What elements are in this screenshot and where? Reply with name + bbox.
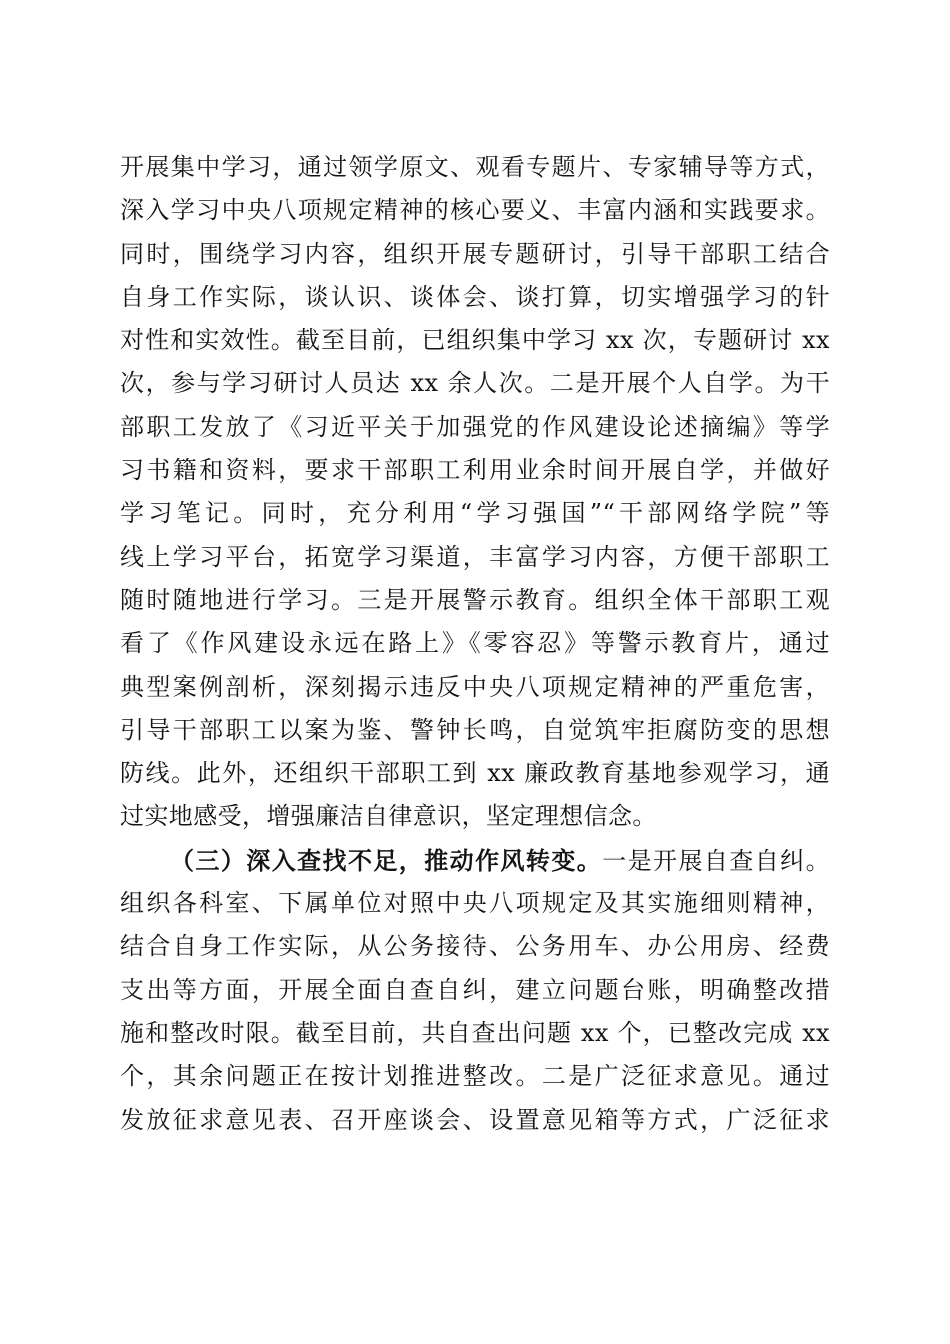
paragraph-line: 典型案例剖析，深刻揭示违反中央八项规定精神的严重危害， <box>120 672 830 701</box>
section-heading: （三）深入查找不足，推动作风转变。 <box>170 845 603 875</box>
paragraph-line: 看了《作风建设永远在路上》《零容忍》等警示教育片，通过 <box>120 629 830 658</box>
paragraph-line: 引导干部职工以案为鉴、警钟长鸣，自觉筑牢拒腐防变的思想 <box>120 715 830 744</box>
paragraph-line: 组织各科室、下属单位对照中央八项规定及其实施细则精神， <box>120 889 830 918</box>
paragraph-1 <box>120 146 830 839</box>
paragraph-line: 深入学习中央八项规定精神的核心要义、丰富内涵和实践要求。 <box>120 196 830 225</box>
section-heading-rest: 一是开展自查自纠。 <box>602 846 830 875</box>
paragraph-line: 施和整改时限。截至目前，共自查出问题 xx 个，已整改完成 xx <box>120 1018 830 1047</box>
paragraph-line: 过实地感受，增强廉洁自律意识，坚定理想信念。 <box>120 802 657 831</box>
paragraph-line: 习书籍和资料，要求干部职工利用业余时间开展自学，并做好 <box>120 456 830 485</box>
paragraph-line: 线上学习平台，拓宽学习渠道，丰富学习内容，方便干部职工 <box>120 542 830 571</box>
paragraph-line: 防线。此外，还组织干部职工到 xx 廉政教育基地参观学习，通 <box>120 759 830 788</box>
paragraph-2 <box>120 839 830 1142</box>
paragraph-line: 学习笔记。同时，充分利用“学习强国”“干部网络学院”等 <box>120 499 830 528</box>
paragraph-line: 次，参与学习研讨人员达 xx 余人次。二是开展个人自学。为干 <box>120 369 830 398</box>
paragraph-line: 结合自身工作实际，从公务接待、公务用车、办公用房、经费 <box>120 932 830 961</box>
paragraph-line: 开展集中学习，通过领学原文、观看专题片、专家辅导等方式， <box>120 153 830 181</box>
paragraph-line: 支出等方面，开展全面自查自纠，建立问题台账，明确整改措 <box>120 975 830 1004</box>
paragraph-line: 同时，围绕学习内容，组织开展专题研讨，引导干部职工结合 <box>120 239 830 268</box>
paragraph-line: 部职工发放了《习近平关于加强党的作风建设论述摘编》等学 <box>120 412 830 441</box>
paragraph-line: 自身工作实际，谈认识、谈体会、谈打算，切实增强学习的针 <box>120 282 830 311</box>
paragraph-line: 个，其余问题正在按计划推进整改。二是广泛征求意见。通过 <box>120 1062 830 1091</box>
paragraph-line: 对性和实效性。截至目前，已组织集中学习 xx 次，专题研讨 xx <box>120 326 830 355</box>
document-body <box>120 146 830 1142</box>
section-heading-line <box>120 839 830 882</box>
paragraph-line: 随时随地进行学习。三是开展警示教育。组织全体干部职工观 <box>120 585 830 614</box>
paragraph-line: 发放征求意见表、召开座谈会、设置意见箱等方式，广泛征求 <box>120 1105 830 1134</box>
